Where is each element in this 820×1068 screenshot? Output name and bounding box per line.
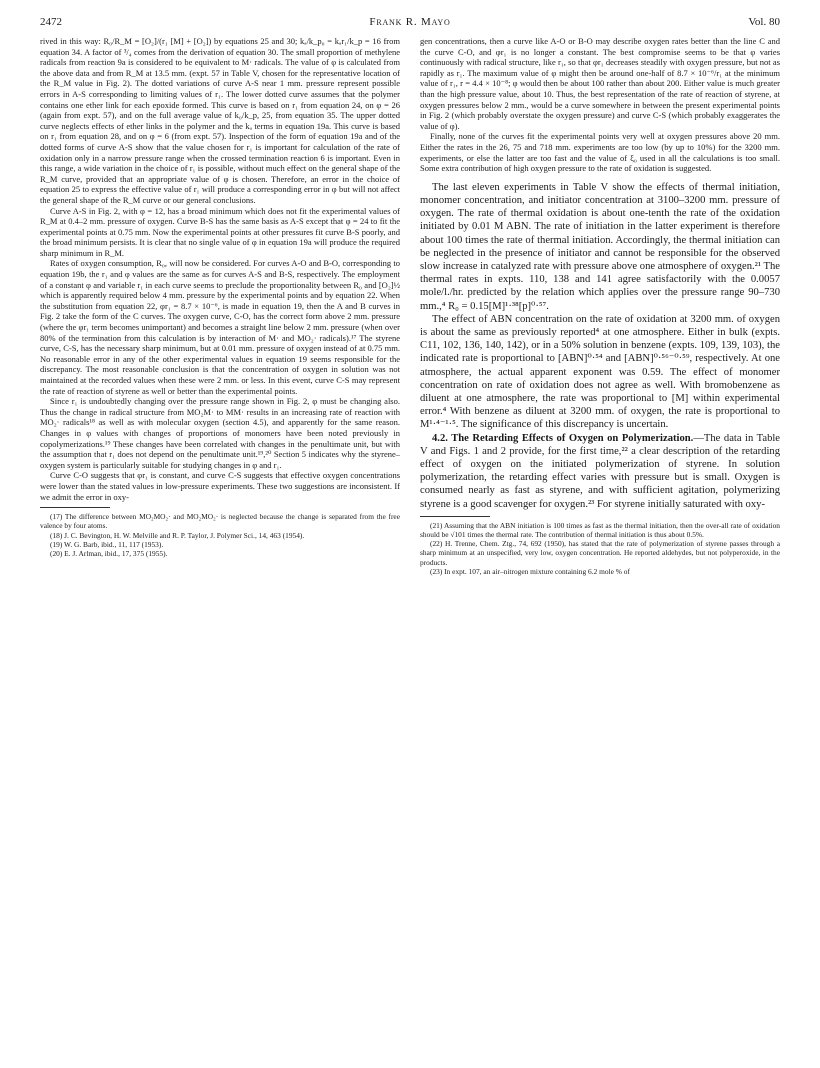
body-paragraph: rived in this way: R₀/R_M = [O₂]/(r₁ [M] + [O₂]) by equations 25 and 30; kₐ/k_p₀ = kₐr₁/k_p = 16 from equation 34. A factor of ³/₄ comes from the derivation of equation 30. The small proportion of methylene radicals from reaction 9a is considered to be equivalent to M· radicals. The value of φ is calculated from the above data and from R_M at 13.5 mm. (expt. 57 in Table V, chosen for the representative location of the R_M value in Fig. 2). The dotted variations of curve A-S near 1 mm. pressure represent possible errors in A-S corresponding to limiting values of r₁. The lower dotted curve assumes that the polymer contains one ether link for each epoxide formed. This curve is based on r₁ from equation 24, on φ = 26 (again from expt. 57), and on the full average value of k₀/k_p, 25, from equation 35. The upper dotted curve neglects effects of ether links in the polymer and the kₐ terms in equation 19a. This curve is based on r₁ from equation 28, and on φ = 6 (from expt. 57). Inspection of the form of equation 19a and of the dotted forms of curve A-S show that the value chosen for r₁ is important for calculation of the rate of oxidation only in a narrow pressure range when the crossed termination reaction 6 is important. Even in this range, a wide variation in the choice of r₁ is possible, without much effect on the general shape of the R_M curve, provided that an appropriate value of φ is chosen. Therefore, an error in the choice of equation 25 to express the effective value of r₁ will produce a corresponding error in φ but will not affect the general shape of the R_M curve or our general conclusions. (40, 36, 400, 205)
page-number: 2472 (40, 16, 62, 28)
body-paragraph: Finally, none of the curves fit the experimental points very well at oxygen pressures above 20 mm. Either the rates in the 26, 75 and 718 mm. experiments are too low (by up to 10%) for the 3200 mm. experiments, or else the latter are too fast and the value of ξ₀ used in all the calculations is too small. Some extra contribution of high oxygen pressure to the rate of oxidation is suggested. (420, 131, 780, 174)
footnote: (23) In expt. 107, an air–nitrogen mixture containing 6.2 mole % of (430, 566, 630, 576)
body-paragraph: The last eleven experiments in Table V show the effects of thermal initiation, monomer concentration, and initiator concentration at 3100–3200 mm. pressure of oxygen. The rate of thermal oxidation is about one-tenth the rate of the oxidation initiated by 0.01 M ABN. The rate of initiation in the latter experiment is therefore about 100 times the rate of thermal initiation. Accordingly, the thermal initiation can be neglected in the presence of initiator and cannot be responsible for the observed slow increase in catalyzed rate with pressure above one atmosphere of oxygen.²¹ The thermal rates in expts. 110, 138 and 141 agree satisfactorily with the 0.0057 mole/l./hr. predicted by the relation which applies over the pressure range 90–730 mm.,⁴ R₀ = 0.15[M]¹·³⁸[p]⁰·⁵⁷. (420, 181, 780, 312)
volume-number: Vol. 80 (748, 16, 780, 28)
section-paragraph (420, 432, 780, 511)
footnote: (22) H. Trenne, Chem. Ztg., 74, 692 (1950), has stated that the rate of polymerization of styrene passes through a sharp minimum at an unspecified, very low, oxygen concentration. He reported aldehydes, but not polyperoxide, in the products. (420, 539, 780, 567)
footnote-divider (40, 507, 110, 508)
footnote: (20) E. J. Arlman, ibid., 17, 375 (1955). (50, 548, 168, 558)
body-paragraph: The effect of ABN concentration on the rate of oxidation at 3200 mm. of oxygen is about the same as previously reported⁴ at one atmosphere. Either in bulk (expts. C11, 102, 136, 140, 142), or in a 50% solution in benzene (expts. 109, 139, 103), the indicated rate is proportional to [ABN]⁰·⁵⁴ and [ABN]⁰·⁵⁶⁻⁰·⁵⁹, respectively. At one atmosphere, the actual apparent exponent was 0.59. The effect of monomer concentration on rate of oxidation does not agree as well. With bromobenzene as diluent at one atmosphere, the rate was proportional to [M] within experimental error.⁴ With benzene as diluent at 3200 mm. of oxygen, the rate is proportional to M¹·⁴⁻¹·⁵. The significance of this discrepancy is uncertain. (420, 313, 780, 431)
footnote: (17) The difference between MO₂MO₂· and MO₂MO₂· is neglected because the change is separated from the free valence by four atoms. (40, 512, 400, 531)
footnote: (19) W. G. Barb, ibid., 11, 117 (1953). (50, 539, 164, 549)
running-author: Frank R. Mayo (369, 16, 451, 28)
right-column (420, 36, 780, 576)
small-type-block (420, 36, 780, 174)
body-paragraph: Since r₁ is undoubtedly changing over the pressure range shown in Fig. 2, φ must be changing also. Thus the change in radical structure from MO₂M· to MM· results in an increasing rate of reaction with MO₂· radicals¹⁸ as well as with molecular oxygen (section 4.5), and apparently for the same reason. Changes in φ values with changes of proportions of monomers have been noted previously in copolymerizations.¹⁹ These changes have been correlated with changes in the penultimate unit, but with the assumption that r₁ does not depend on the penultimate unit.¹⁹,²⁰ Section 5 indicates why the styrene–oxygen system is particularly suitable for studying changes in φ and r₁. (40, 396, 400, 470)
body-paragraph: Rates of oxygen consumption, R₀, will now be considered. For curves A-O and B-O, corresponding to equation 19b, the r₁ and φ values are the same as for curves A-S and B-S, respectively. The employment of a constant φ and variable r₁ in each curve seems to preclude the proportionality between R₀ and [O₂]½ which is apparently required below 4 mm. pressure by the experimental points and by equation 22. When the substitution from equation 22, φr₁ = 8.7 × 10⁻⁶, is made in equation 19, then the A and B curves in Fig. 2 take the form of the C curves. The oxygen curve, C-O, has the correct form above 2 mm. pressure (where the φr₁ term becomes unimportant) and becomes a straight line below 2 mm. pressure (when over 80% of the termination from this calculation is by interaction of M· and MO₂· radicals).¹⁷ The styrene curve, C-S, has the necessary sharp minimum, but at 0.01 mm. pressure of oxygen instead of at 0.75 mm. No reasonable error in any of the other experimental values in equation 19 seems responsible for the discrepancy. The most reasonable conclusion is that the concentration of oxygen in solution was not maintained at the recorded values when these were 2 mm. or less. In this event, curve C-S may represent the rate of reaction of styrene as well or better than the experimental points. (40, 258, 400, 396)
page-header (40, 16, 780, 32)
large-type-block (420, 181, 780, 511)
footnote-divider (420, 516, 490, 517)
footnote: (21) Assuming that the ABN initiation is 100 times as fast as the thermal initiation, then the over-all rate of oxidation should be √101 times the thermal rate. The contribution of thermal initiation is thus about 0.5%. (420, 520, 780, 539)
body-paragraph: gen concentrations, then a curve like A-O or B-O may describe oxygen rates better than the line C and the curve C-O, and φr₁ is no longer a constant. The best compromise seems to be that φ varies continuously with radical structure, like r₁, so that φr₁ decreases steadily with oxygen pressure, but not as rapidly as r₁. The maximum value of φ might then be around one-half of 8.7 × 10⁻⁶/r₁ at the minimum value of r₁, r = 4.4 × 10⁻⁸; φ would then be about 100 rather than about 200. Either value is much greater than the high pressure value, about 10. Thus, the best representation of the rate of reaction of styrene, at oxygen pressures below 2 mm., would be a curve somewhere in between the present experimental points in Fig. 2 (which probably overstate the oxygen pressure) and curve C-S (which probably exaggerates the value of φ). (420, 36, 780, 131)
footnotes-left (40, 512, 400, 558)
left-column (40, 36, 400, 558)
section-heading: 4.2. The Retarding Effects of Oxygen on Polymerization. (432, 432, 694, 444)
footnote: (18) J. C. Bevington, H. W. Melville and R. P. Taylor, J. Polymer Sci., 14, 463 (1954). (50, 530, 305, 540)
section-text: —The data in Table V and Figs. 1 and 2 provide, for the first time,²² a clear description of the retarding effect of oxygen on the initiated polymerization of styrene. In solution polymerization, the retarding effect varies with pressure but is small. Oxygen is consumed nearly as fast as styrene, and with sufficient agitation, polymerizing styrene is a good scavenger for oxygen.²³ For styrene initially saturated with oxy- (420, 432, 781, 510)
body-paragraph: Curve A-S in Fig. 2, with φ = 12, has a broad minimum which does not fit the experimental values of R_M at 0.4–2 mm. pressure of oxygen. Curve B-S has the same basis as A-S except that φ = 24 to fit the experimental points at 0.75 mm. Now the experimental points at other pressures fit curve B-S poorly, and the broad minimum persists. It is clear that no single value of φ in equation 19a will produce the required sharp minimum in R_M. (40, 205, 400, 258)
body-paragraph: Curve C-O suggests that φr₁ is constant, and curve C-S suggests that effective oxygen concentrations were lower than the stated values in low-pressure experiments. These two suggestions are inconsistent. If we admit the error in oxy- (40, 470, 400, 502)
footnotes-right (420, 521, 780, 576)
